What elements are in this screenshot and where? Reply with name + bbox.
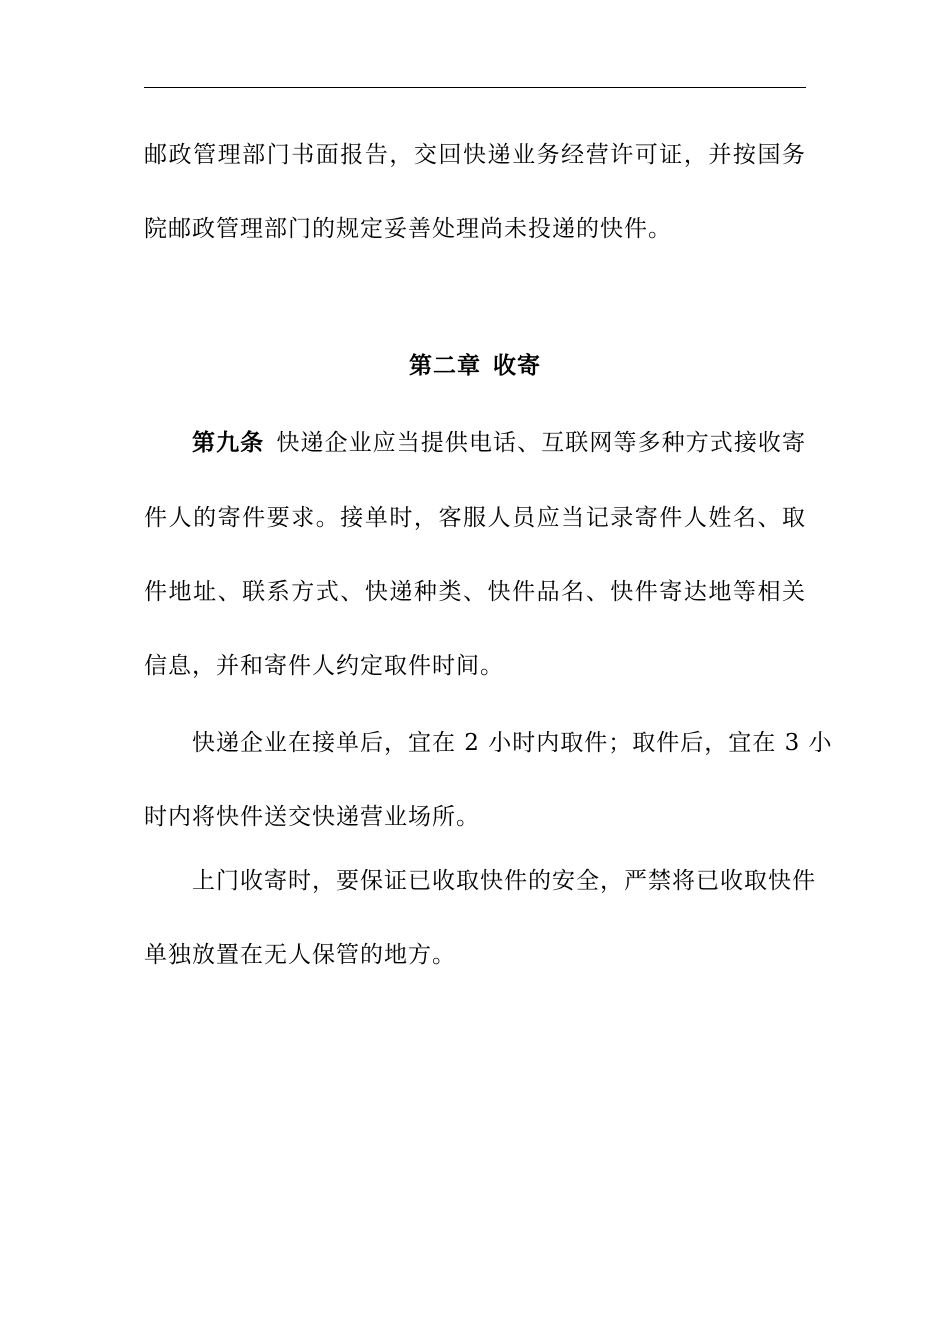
paragraph-line: 信息，并和寄件人约定取件时间。 [144, 653, 504, 679]
chapter-heading [0, 351, 950, 381]
paragraph-line: 时内将快件送交快递营业场所。 [144, 804, 480, 830]
article-text: 快递企业应当提供电话、互联网等多种方式接收寄 [276, 430, 807, 456]
chapter-title: 收寄 [493, 352, 541, 379]
paragraph-line: 件人的寄件要求。接单时，客服人员应当记录寄件人姓名、取 [144, 505, 806, 531]
paragraph-line: 院邮政管理部门的规定妥善处理尚未投递的快件。 [144, 216, 672, 242]
paragraph-line: 快递企业在接单后，宜在 2 小时内取件；取件后，宜在 3 小 [192, 730, 833, 756]
paragraph-line: 件地址、联系方式、快递种类、快件品名、快件寄达地等相关 [144, 579, 806, 605]
paragraph-line: 单独放置在无人保管的地方。 [144, 942, 456, 968]
header-rule [144, 87, 806, 88]
paragraph-line: 上门收寄时，要保证已收取快件的安全，严禁将已收取快件 [192, 868, 816, 894]
paragraph-line: 邮政管理部门书面报告，交回快递业务经营许可证，并按国务 [144, 142, 806, 168]
article-9-first-line [192, 428, 806, 458]
chapter-number: 第二章 [409, 352, 481, 379]
article-label: 第九条 [192, 429, 265, 456]
